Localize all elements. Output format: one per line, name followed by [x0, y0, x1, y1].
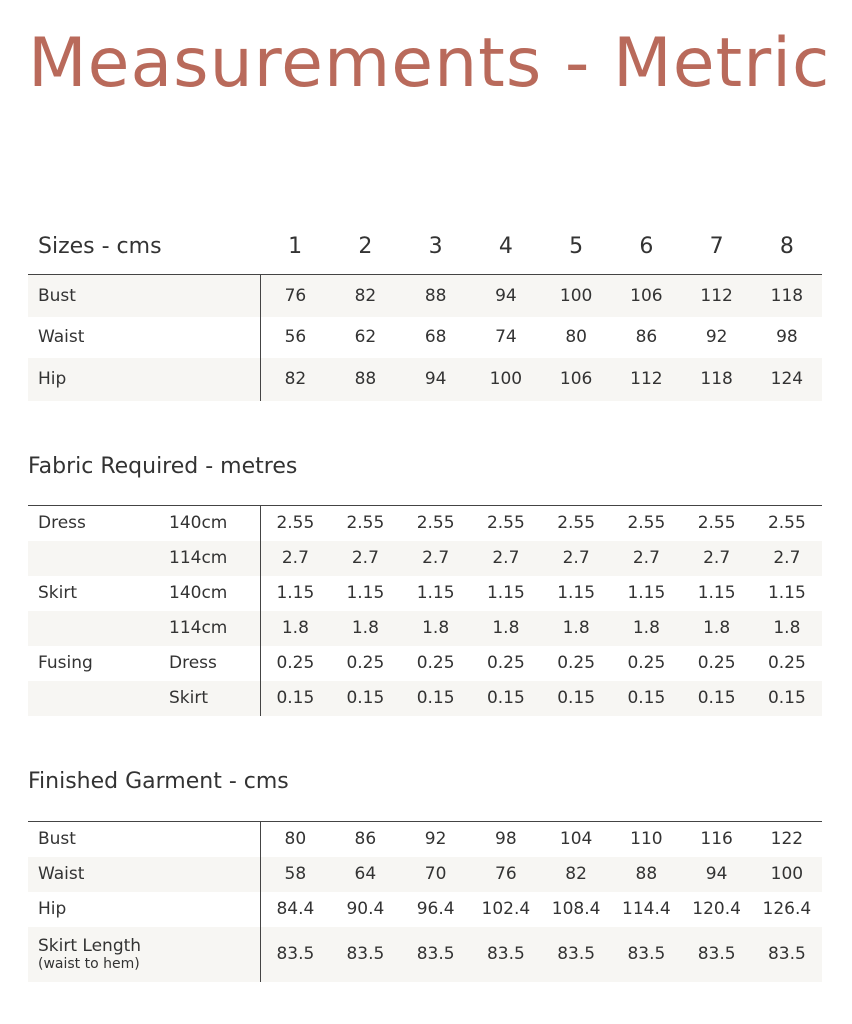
table-cell: 106	[611, 275, 681, 317]
table-cell: 1.8	[330, 611, 400, 646]
table-cell: 90.4	[346, 899, 385, 919]
size-header: 2	[358, 233, 373, 259]
table-cell: 82	[330, 275, 400, 317]
section-title: Finished Garment - cms	[28, 769, 289, 794]
table-cell: 100	[752, 857, 822, 892]
table-cell: 116	[682, 822, 752, 857]
finished-table-wrap	[28, 821, 822, 982]
finished-table	[28, 821, 822, 982]
table-cell: 0.25	[486, 653, 525, 673]
table-cell: 100	[541, 275, 611, 317]
table-cell: 2.55	[682, 506, 752, 541]
table-cell: 1.8	[611, 611, 681, 646]
table-cell: 94	[682, 857, 752, 892]
table-cell: 83.5	[260, 927, 330, 982]
table-cell: 86	[330, 822, 400, 857]
table-cell: 92	[705, 327, 728, 347]
table-cell: 92	[401, 822, 471, 857]
row-label	[28, 611, 169, 646]
row-sublabel: 114cm	[169, 541, 260, 576]
table-cell: 70	[401, 857, 471, 892]
table-cell: 102.4	[481, 899, 531, 919]
table-cell: 1.15	[767, 583, 806, 603]
table-cell: 80	[565, 327, 587, 347]
row-label: Fusing	[38, 653, 93, 673]
table-row	[28, 857, 822, 892]
table-row	[28, 541, 822, 576]
table-cell: 2.55	[260, 506, 330, 541]
table-cell: 0.15	[541, 681, 611, 716]
table-cell: 110	[611, 822, 681, 857]
table-cell: 94	[471, 275, 541, 317]
table-row	[28, 506, 822, 541]
table-cell: 1.8	[752, 611, 822, 646]
row-sublabel: 140cm	[169, 506, 260, 541]
table-cell: 2.55	[471, 506, 541, 541]
table-cell: 83.5	[471, 927, 541, 982]
table-cell: 2.55	[401, 506, 471, 541]
table-cell: 94	[401, 358, 471, 401]
table-cell: 1.15	[557, 583, 596, 603]
table-cell: 108.4	[551, 899, 601, 919]
table-cell: 0.25	[767, 653, 806, 673]
row-label: Hip	[28, 358, 260, 401]
table-cell: 62	[354, 327, 377, 347]
table-cell: 1.15	[486, 583, 525, 603]
table-row	[28, 611, 822, 646]
section-title: Fabric Required - metres	[28, 454, 298, 479]
table-cell: 1.8	[682, 611, 752, 646]
table-cell: 83.5	[682, 927, 752, 982]
table-cell: 0.15	[330, 681, 400, 716]
table-cell: 0.25	[627, 653, 666, 673]
table-cell: 83.5	[330, 927, 400, 982]
table-cell: 84.4	[260, 892, 330, 927]
table-row	[28, 681, 822, 716]
sizes-section	[28, 218, 822, 401]
row-label: Skirt	[38, 583, 78, 603]
table-cell: 1.15	[416, 583, 455, 603]
table-cell: 82	[260, 358, 330, 401]
table-cell: 74	[495, 327, 517, 347]
row-label: Waist	[38, 327, 85, 347]
table-cell: 2.7	[611, 541, 681, 576]
size-header: 1	[288, 233, 303, 259]
table-cell: 88	[401, 275, 471, 317]
row-sublabel: Skirt	[169, 681, 260, 716]
table-cell: 0.25	[260, 646, 330, 681]
table-row	[28, 358, 822, 401]
fabric-section	[28, 453, 822, 481]
table-row	[28, 275, 822, 317]
sizes-header-label: Sizes - cms	[38, 233, 162, 259]
page-title: Measurements - Metric	[28, 24, 831, 103]
table-cell: 88	[611, 857, 681, 892]
row-sublabel: 114cm	[169, 611, 260, 646]
table-cell: 2.7	[401, 541, 471, 576]
table-cell: 114.4	[622, 899, 671, 919]
table-cell: 96.4	[416, 899, 455, 919]
size-header: 7	[709, 233, 724, 259]
table-cell: 112	[682, 275, 752, 317]
table-cell: 2.7	[752, 541, 822, 576]
table-cell: 76	[471, 857, 541, 892]
table-cell: 82	[541, 857, 611, 892]
table-cell: 0.15	[611, 681, 681, 716]
table-cell: 0.15	[752, 681, 822, 716]
table-cell: 126.4	[762, 899, 812, 919]
table-cell: 0.25	[346, 653, 385, 673]
row-sublabel: 140cm	[169, 583, 228, 603]
table-cell: 2.7	[260, 541, 330, 576]
row-label: Bust	[28, 822, 260, 857]
table-cell: 120.4	[692, 899, 741, 919]
table-cell: 118	[682, 358, 752, 401]
table-cell: 98	[471, 822, 541, 857]
finished-section	[28, 768, 822, 796]
size-header: 5	[569, 233, 584, 259]
table-cell: 1.15	[346, 583, 385, 603]
table-cell: 64	[330, 857, 400, 892]
table-cell: 0.15	[471, 681, 541, 716]
sizes-table	[28, 218, 822, 401]
size-header: 3	[428, 233, 443, 259]
table-cell: 2.55	[541, 506, 611, 541]
sizes-header-row	[28, 218, 822, 275]
table-row	[28, 927, 822, 982]
table-row	[28, 646, 822, 681]
row-label	[28, 541, 169, 576]
table-cell: 1.15	[697, 583, 736, 603]
size-header: 6	[639, 233, 654, 259]
table-cell: 122	[752, 822, 822, 857]
fabric-table	[28, 505, 822, 716]
table-cell: 0.25	[697, 653, 736, 673]
table-cell: 58	[260, 857, 330, 892]
table-cell: 0.15	[401, 681, 471, 716]
table-cell: 1.8	[471, 611, 541, 646]
table-cell: 56	[260, 317, 330, 358]
row-label: Hip	[38, 899, 67, 919]
size-header: 8	[779, 233, 794, 259]
table-cell: 2.7	[541, 541, 611, 576]
table-row	[28, 576, 822, 611]
table-row	[28, 317, 822, 358]
table-cell: 106	[541, 358, 611, 401]
table-cell: 1.8	[541, 611, 611, 646]
size-header: 4	[498, 233, 513, 259]
table-cell: 2.7	[330, 541, 400, 576]
row-label: Bust	[28, 275, 260, 317]
table-cell: 2.7	[682, 541, 752, 576]
table-cell: 1.8	[401, 611, 471, 646]
table-cell: 83.5	[541, 927, 611, 982]
table-cell: 2.55	[752, 506, 822, 541]
table-cell: 0.15	[260, 681, 330, 716]
row-label-cell	[28, 927, 260, 982]
table-cell: 83.5	[752, 927, 822, 982]
table-cell: 76	[260, 275, 330, 317]
table-cell: 1.15	[627, 583, 666, 603]
table-row	[28, 892, 822, 927]
table-cell: 2.55	[330, 506, 400, 541]
table-cell: 80	[260, 822, 330, 857]
row-label: Skirt Length	[38, 935, 142, 956]
table-cell: 2.55	[611, 506, 681, 541]
table-cell: 0.25	[557, 653, 596, 673]
table-cell: 86	[635, 327, 658, 347]
table-cell: 100	[471, 358, 541, 401]
row-label	[28, 681, 169, 716]
row-note: (waist to hem)	[38, 955, 140, 972]
row-label: Dress	[28, 506, 169, 541]
fabric-table-wrap	[28, 505, 822, 716]
table-cell: 98	[776, 327, 798, 347]
row-sublabel: Dress	[169, 653, 217, 673]
table-cell: 83.5	[611, 927, 681, 982]
table-cell: 2.7	[471, 541, 541, 576]
table-cell: 0.15	[682, 681, 752, 716]
table-cell: 0.25	[416, 653, 455, 673]
table-row	[28, 822, 822, 857]
table-cell: 1.15	[260, 576, 330, 611]
table-cell: 88	[330, 358, 400, 401]
table-cell: 68	[424, 327, 447, 347]
table-cell: 112	[611, 358, 681, 401]
table-cell: 83.5	[401, 927, 471, 982]
row-label: Waist	[28, 857, 260, 892]
table-cell: 104	[541, 822, 611, 857]
table-cell: 124	[752, 358, 822, 401]
table-cell: 118	[752, 275, 822, 317]
table-cell: 1.8	[260, 611, 330, 646]
